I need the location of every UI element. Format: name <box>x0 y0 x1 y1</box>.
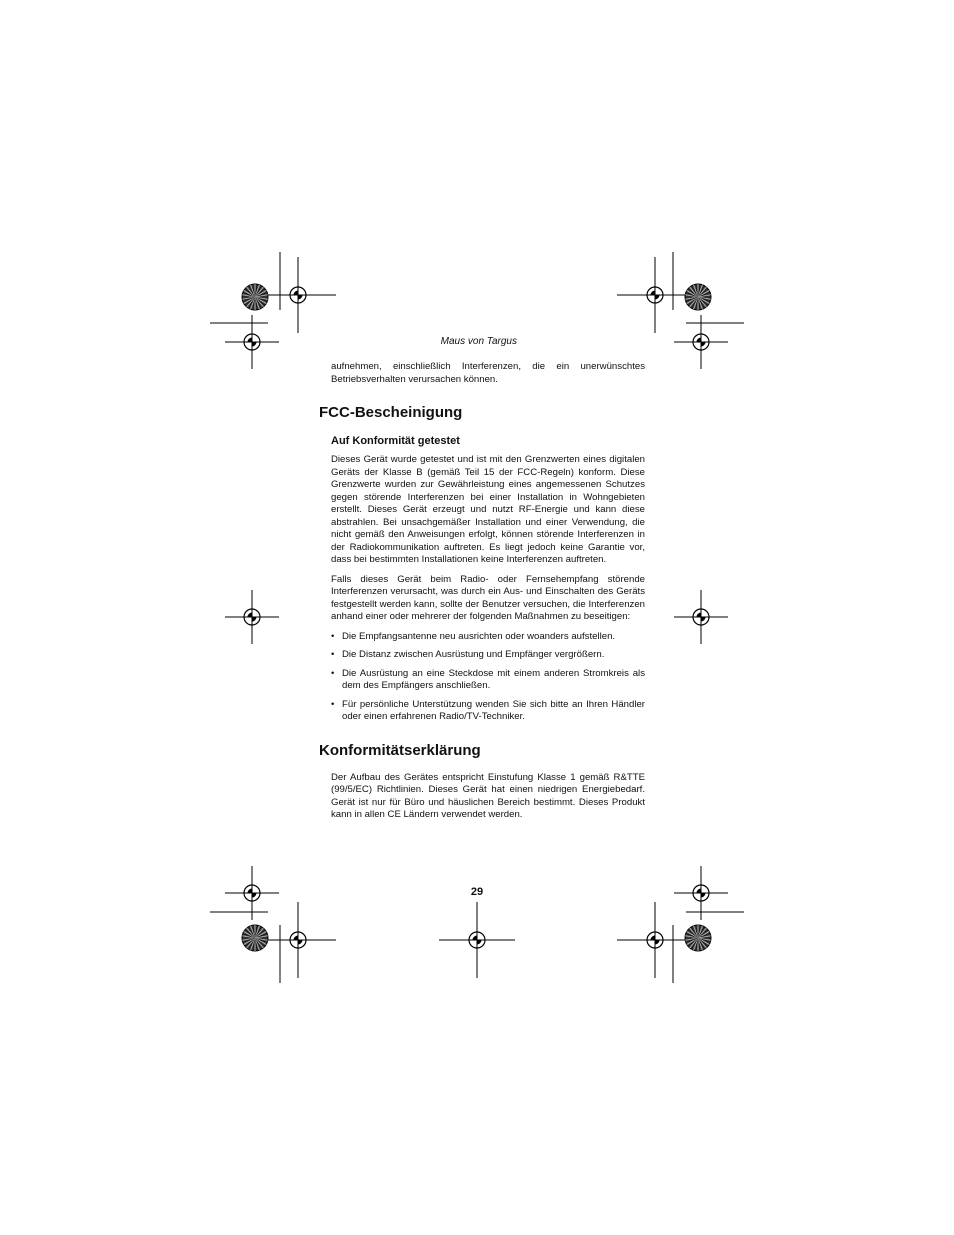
registration-mark-icon <box>617 902 693 978</box>
registration-mark-icon <box>674 590 728 644</box>
conformity-heading: Konformitätserklärung <box>319 741 481 759</box>
conformity-paragraph: Der Aufbau des Gerätes entspricht Einstufung Klasse 1 gemäß R&TTE (99/5/EC) Richtlinien. Dieses Gerät hat einen niedrigen Energiebedarf. Gerät ist nur für Büro und häuslichen Bereich bestimmt. Dieses Produkt kann in allen CE Ländern verwendet werden. <box>331 771 645 820</box>
list-item: • Die Distanz zwischen Ausrüstung und Empfänger vergrößern. <box>331 649 645 662</box>
intro-paragraph: aufnehmen, einschließlich Interferenzen, die ein unerwünschtes Betriebsverhalten verursachen können. <box>331 361 645 385</box>
registration-mark-icon <box>617 257 693 333</box>
registration-mark-icon <box>439 902 515 978</box>
fcc-measures-list <box>331 631 645 724</box>
page-body <box>319 361 645 829</box>
color-target-icon <box>685 925 711 951</box>
fcc-subheading: Auf Konformität getestet <box>331 435 460 447</box>
registration-mark-icon <box>260 257 336 333</box>
registration-mark-icon <box>260 902 336 978</box>
list-item: • Für persönliche Unterstützung wenden Sie sich bitte an Ihren Händler oder einen erfahrenen Radio/TV-Techniker. <box>331 699 645 724</box>
list-item: • Die Ausrüstung an eine Steckdose mit einem anderen Stromkreis als dem des Empfängers anschließen. <box>331 668 645 693</box>
fcc-heading: FCC-Bescheinigung <box>319 404 463 421</box>
registration-mark-icon <box>225 590 279 644</box>
page-number: 29 <box>470 886 484 898</box>
color-target-icon <box>685 284 711 310</box>
running-header: Maus von Targus <box>440 336 517 347</box>
color-target-icon <box>242 284 268 310</box>
fcc-paragraph-2: Falls dieses Gerät beim Radio- oder Fernsehempfang störende Interferenzen verursacht, was durch ein Aus- und Einschalten des Geräts festgestellt werden kann, sollte der Benutzer versuchen, die Interferenzen anhand einer oder mehrerer der folgenden Maßnahmen zu beseitigen: <box>331 573 645 622</box>
list-item: • Die Empfangsantenne neu ausrichten oder woanders aufstellen. <box>331 631 645 644</box>
fcc-paragraph-1: Dieses Gerät wurde getestet und ist mit den Grenzwerten eines digitalen Geräts der Klasse B (gemäß Teil 15 der FCC-Regeln) konform. Diese Grenzwerte wurden zur Gewährleistung eines angemessenen Schutzes gegen störende Interferenzen bei einer Installation in Wohngebieten erstellt. Dieses Gerät erzeugt und nutzt RF-Energie und kann diese abstrahlen. Bei unsachgemäßer Installation und einer Verwendung, die nicht gemäß den Anweisungen erfolgt, können störende Interferenzen in der Radiokommunikation auftreten. Es liegt jedoch keine Garantie vor, dass bei bestimmten Installationen keine Interferenzen auftreten. <box>331 454 645 565</box>
color-target-icon <box>242 925 268 951</box>
